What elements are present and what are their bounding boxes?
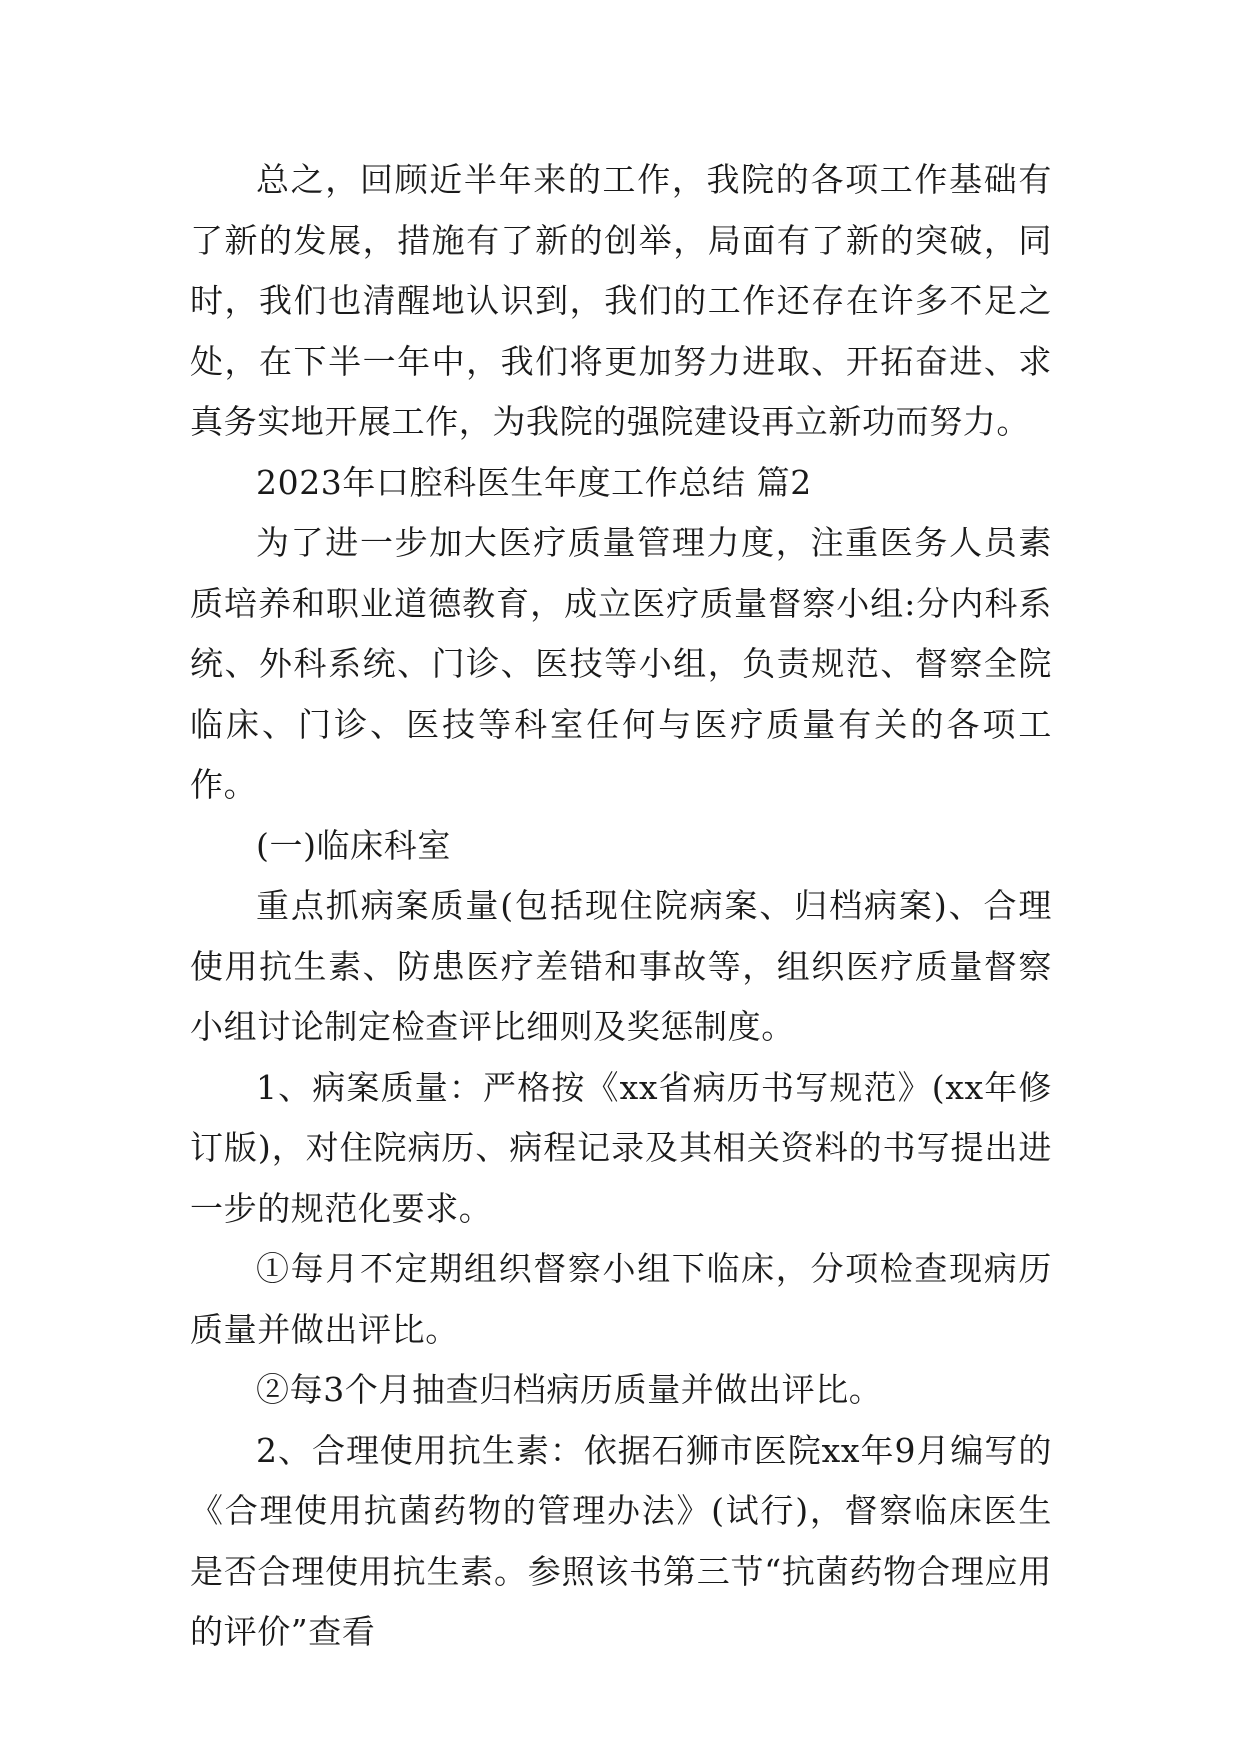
paragraph-summary: 总之，回顾近半年来的工作，我院的各项工作基础有了新的发展，措施有了新的创举，局面有了新的突破，同时，我们也清醒地认识到，我们的工作还存在许多不足之处，在下半一年中，我们将更加努力进取、开拓奋进、求真务实地开展工作，为我院的强院建设再立新功而努力。 xyxy=(190,160,1052,441)
paragraph-monthly-check: ①每月不定期组织督察小组下临床，分项检查现病历质量并做出评比。 xyxy=(190,1249,1052,1349)
subsection-heading: (一)临床科室 xyxy=(256,825,451,865)
paragraph-clinical: 重点抓病案质量(包括现住院病案、归档病案)、合理使用抗生素、防患医疗差错和事故等，组织医疗质量督察小组讨论制定检查评比细则及奖惩制度。 xyxy=(190,886,1052,1046)
paragraph-quarterly-check: ②每3个月抽查归档病历质量并做出评比。 xyxy=(256,1370,883,1409)
section-heading: 2023年口腔科医生年度工作总结 篇2 xyxy=(256,462,812,502)
document-body xyxy=(190,150,1052,1663)
paragraph-case-quality: 1、病案质量：严格按《xx省病历书写规范》(xx年修订版)，对住院病历、病程记录及其相关资料的书写提出进一步的规范化要求。 xyxy=(190,1067,1052,1228)
paragraph-antibiotics: 2、合理使用抗生素：依据石狮市医院xx年9月编写的《合理使用抗菌药物的管理办法》(试行)，督察临床医生是否合理使用抗生素。参照该书第三节“抗菌药物合理应用的评价”查看 xyxy=(190,1430,1052,1651)
paragraph-intro: 为了进一步加大医疗质量管理力度，注重医务人员素质培养和职业道德教育，成立医疗质量督察小组:分内科系统、外科系统、门诊、医技等小组，负责规范、督察全院临床、门诊、医技等科室任何与医疗质量有关的各项工作。 xyxy=(190,523,1052,804)
